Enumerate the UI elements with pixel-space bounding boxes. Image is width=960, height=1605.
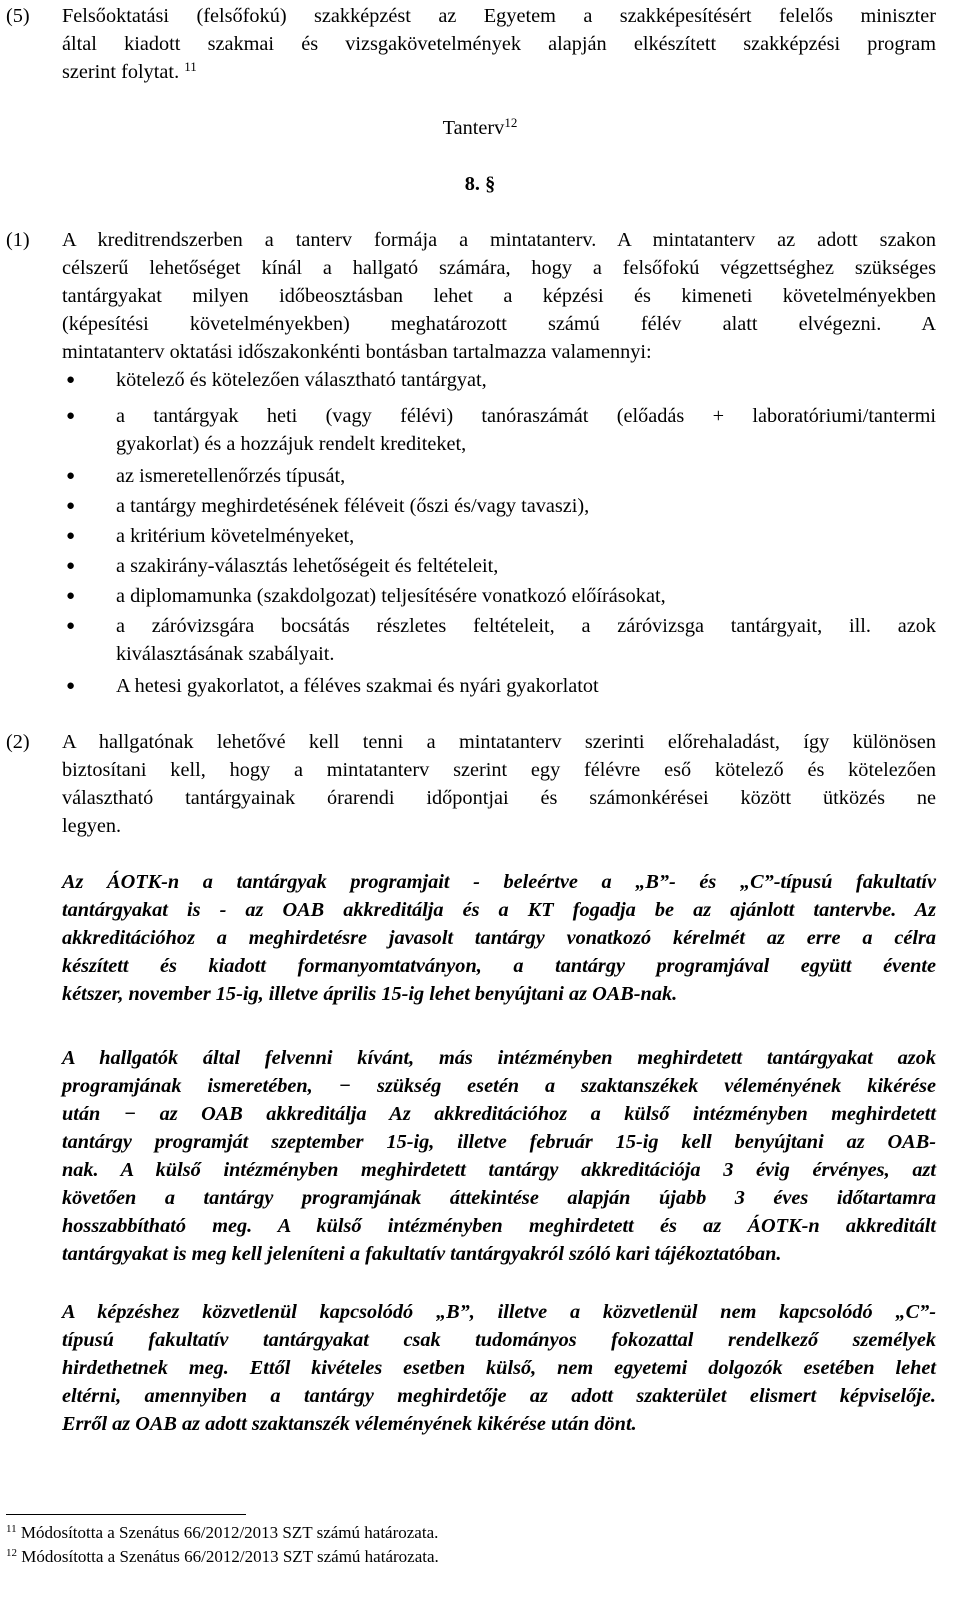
bold-italic-line: A hallgatók által felvenni kívánt, más intézményben meghirdetett tantárgyakat azok — [62, 1047, 936, 1069]
paragraph-number: (2) — [6, 731, 30, 753]
footnote-text: Módosította a Szenátus 66/2012/2013 SZT számú határozata. — [21, 1547, 439, 1566]
bold-italic-line: hirdethetnek meg. Ettől kivételes esetben külső, nem egyetemi dolgozók esetében lehet — [62, 1357, 936, 1379]
paragraph-1-line: (képesítési követelményekben) meghatározott számú félév alatt elvégezni. A — [62, 313, 936, 335]
list-item: A hetesi gyakorlatot, a féléves szakmai és nyári gyakorlatot — [116, 675, 599, 697]
list-item: a diplomamunka (szakdolgozat) teljesítésére vonatkozó előírásokat, — [116, 585, 666, 607]
list-item: kiválasztásának szabályait. — [116, 643, 335, 665]
footnote-ref-11: 11 — [184, 59, 197, 74]
bold-italic-line: tantárgyakat is - az OAB akkreditálja és a KT fogadja be az ajánlott tantervbe. Az — [62, 899, 936, 921]
paragraph-5-last-text: szerint folytat. — [62, 61, 180, 83]
bold-italic-line: után − az OAB akkreditálja Az akkreditációhoz a külső intézményben meghirdetett — [62, 1103, 936, 1125]
footnote — [6, 1546, 439, 1568]
paragraph-5-line — [62, 58, 936, 86]
bullet-icon: ● — [66, 558, 76, 574]
footnote-text: Módosította a Szenátus 66/2012/2013 SZT számú határozata. — [20, 1523, 439, 1542]
paragraph-1-line: A kreditrendszerben a tanterv formája a mintatanterv. A mintatanterv az adott szakon — [62, 229, 936, 251]
paragraph-1-line: mintatanterv oktatási időszakonkénti bontásban tartalmazza valamennyi: — [62, 341, 652, 363]
bullet-icon: ● — [66, 498, 76, 514]
list-item: a tantárgy meghirdetésének féléveit (őszi és/vagy tavaszi), — [116, 495, 590, 517]
paragraph-number: (5) — [6, 5, 30, 27]
paragraph-2-line: biztosítani kell, hogy a mintatanterv szerint egy félévre eső kötelező és kötelezően — [62, 759, 936, 781]
list-item: kötelező és kötelezően választható tantárgyat, — [116, 369, 487, 391]
footnote-ref-12: 12 — [504, 115, 518, 130]
bold-italic-line: A képzéshez közvetlenül kapcsolódó „B”, illetve a közvetlenül nem kapcsolódó „C”- — [62, 1301, 936, 1323]
footnote-number: 11 — [6, 1523, 17, 1535]
bold-italic-line: Az ÁOTK-n a tantárgyak programjait - beleértve a „B”- és „C”-típusú fakultatív — [62, 871, 936, 893]
paragraph-2-line: legyen. — [62, 815, 122, 837]
bold-italic-line: típusú fakultatív tantárgyakat csak tudományos fokozattal rendelkező személyek — [62, 1329, 936, 1351]
footnote-separator — [6, 1514, 246, 1515]
bold-italic-line: követően a tantárgy programjának áttekintése alapján újabb 3 éves időtartamra — [62, 1187, 936, 1209]
heading-title — [0, 114, 960, 142]
paragraph-1-line: célszerű lehetőséget kínál a hallgató számára, hogy a felsőfokú végzettséghez szükséges — [62, 257, 936, 279]
bold-italic-line: hosszabbítható meg. A külső intézményben meghirdetett és az ÁOTK-n akkreditált — [62, 1215, 936, 1237]
bullet-icon: ● — [66, 408, 76, 424]
bold-italic-line: készített és kiadott formanyomtatványon, a tantárgy programjával együtt évente — [62, 955, 936, 977]
bullet-icon: ● — [66, 528, 76, 544]
paragraph-2-line: A hallgatónak lehetővé kell tenni a mintatanterv szerinti előrehaladást, így különösen — [62, 731, 936, 753]
bold-italic-line: Erről az OAB az adott szaktanszék véleményének kikérése után dönt. — [62, 1413, 637, 1435]
bold-italic-line: eltérni, amennyiben a tantárgy meghirdetője az adott szakterület elismert képviselője. — [62, 1385, 936, 1407]
bullet-icon: ● — [66, 468, 76, 484]
paragraph-1-line: tantárgyakat milyen időbeosztásban lehet a képzési és kimeneti követelményekben — [62, 285, 936, 307]
bold-italic-line: programjának ismeretében, − szükség esetén a szaktanszékek véleményének kikérése — [62, 1075, 936, 1097]
list-item: gyakorlat) és a hozzájuk rendelt krediteket, — [116, 433, 467, 455]
paragraph-5-line: Felsőoktatási (felsőfokú) szakképzést az Egyetem a szakképesítésért felelős miniszter — [62, 5, 936, 27]
section-number: 8. § — [464, 173, 496, 195]
bold-italic-line: tantárgyakat is meg kell jeleníteni a fakultatív tantárgyakról szóló kari tájékoztatóban. — [62, 1243, 782, 1265]
paragraph-2-line: választható tantárgyainak órarendi időpontjai és számonkérései között ütközés ne — [62, 787, 936, 809]
bold-italic-line: kétszer, november 15-ig, illetve április 15-ig lehet benyújtani az OAB-nak. — [62, 983, 678, 1005]
paragraph-number: (1) — [6, 229, 30, 251]
bold-italic-line: nak. A külső intézményben meghirdetett tantárgy akkreditációja 3 évig érvényes, azt — [62, 1159, 936, 1181]
list-item: a szakirány-választás lehetőségeit és feltételeit, — [116, 555, 499, 577]
bold-italic-line: akkreditációhoz a meghirdetésre javasolt tantárgy vonatkozó kérelmét az erre a célra — [62, 927, 936, 949]
bullet-icon: ● — [66, 588, 76, 604]
bullet-icon: ● — [66, 372, 76, 388]
footnote-number: 12 — [6, 1547, 17, 1559]
heading-title-text: Tanterv — [442, 117, 505, 139]
footnote — [6, 1522, 438, 1544]
list-item: a záróvizsgára bocsátás részletes feltételeit, a záróvizsga tantárgyait, ill. azok — [116, 615, 936, 637]
list-item: a kritérium követelményeket, — [116, 525, 355, 547]
bold-italic-line: tantárgy programját szeptember 15-ig, illetve február 15-ig kell benyújtani az OAB- — [62, 1131, 936, 1153]
paragraph-5-line: által kiadott szakmai és vizsgakövetelmények alapján elkészített szakképzési program — [62, 33, 936, 55]
list-item: az ismeretellenőrzés típusát, — [116, 465, 346, 487]
bullet-icon: ● — [66, 678, 76, 694]
bullet-icon: ● — [66, 618, 76, 634]
list-item: a tantárgyak heti (vagy félévi) tanóraszámát (előadás + laboratóriumi/tantermi — [116, 405, 936, 427]
